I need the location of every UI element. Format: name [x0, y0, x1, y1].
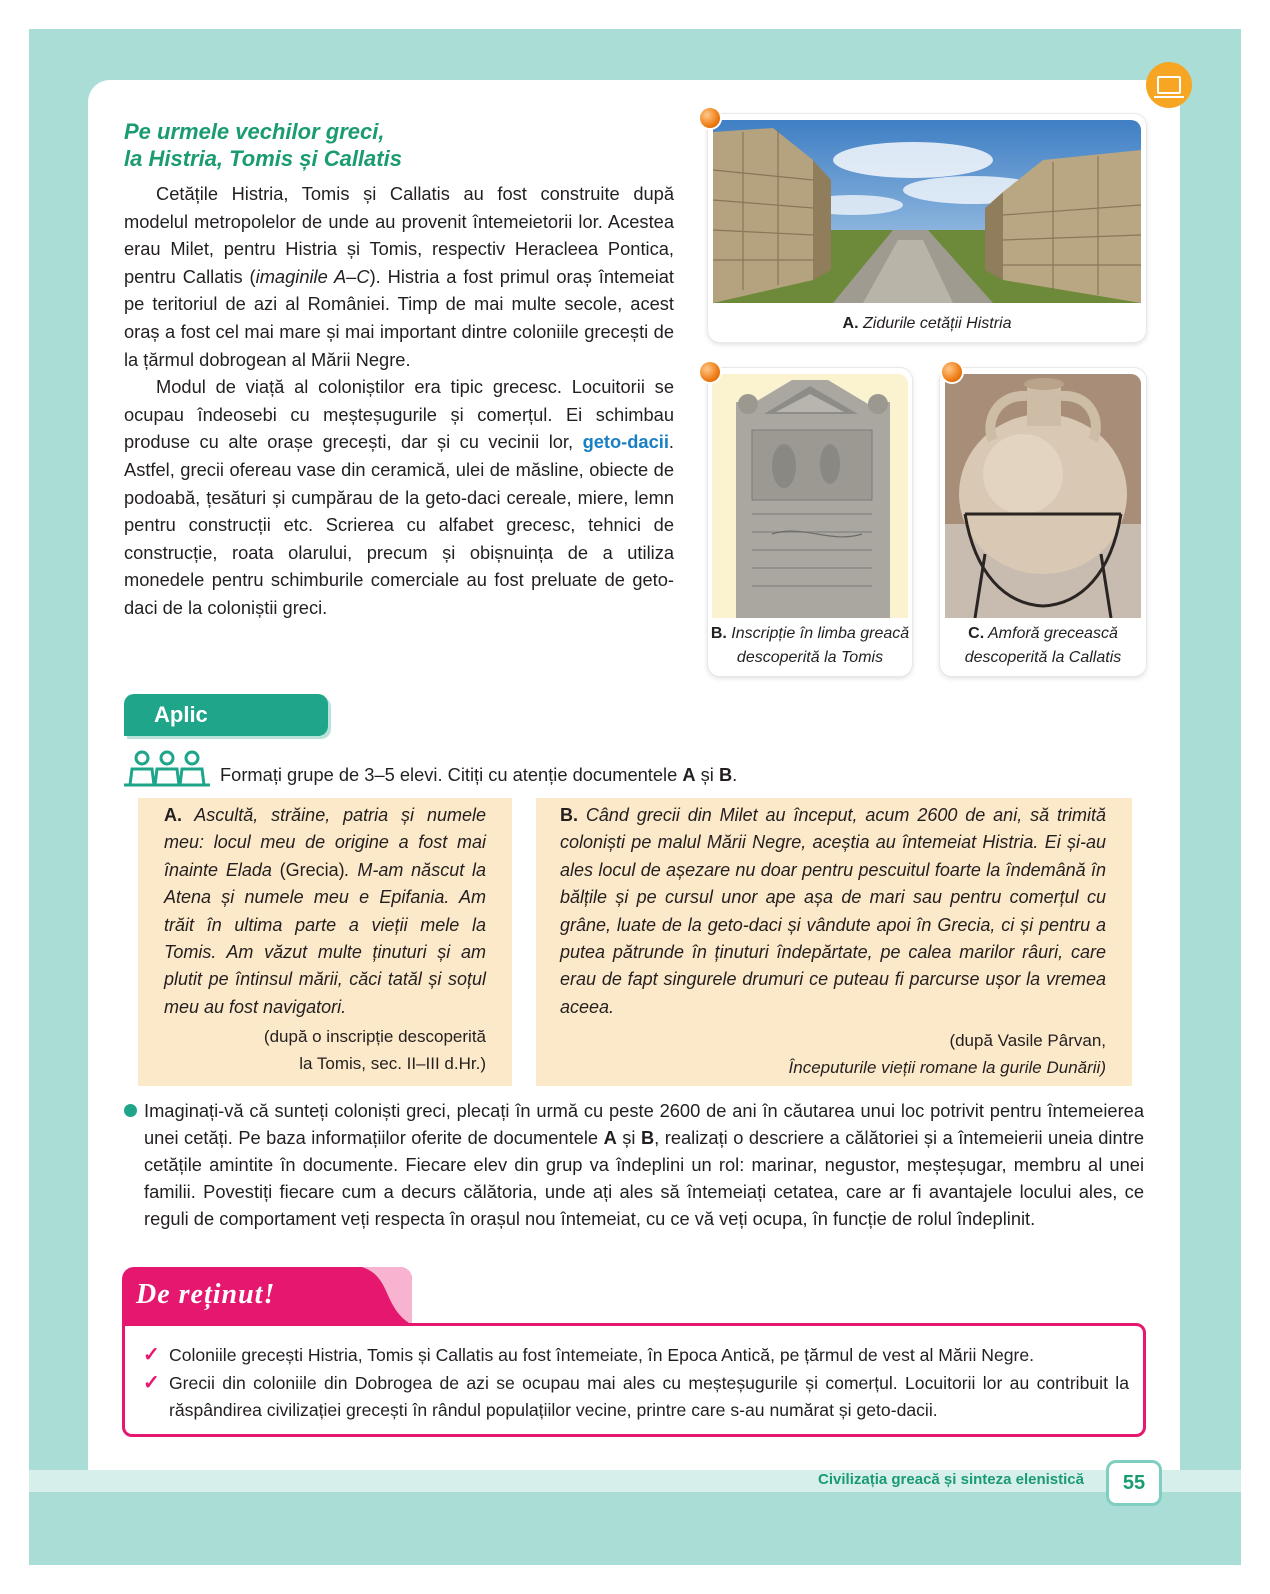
keyword-geto-dacii[interactable]: geto-dacii	[582, 431, 669, 453]
page-number: 55	[1106, 1460, 1162, 1506]
document-b-text	[560, 802, 1106, 1021]
figure-b-caption-line1: Inscripție în limba greacă	[731, 625, 910, 642]
bullet-marker	[124, 1104, 137, 1117]
document-b-source-line1: (după Vasile Pârvan,	[949, 1031, 1106, 1051]
figure-c-marker	[942, 362, 962, 382]
aplic-label-text: Aplic	[154, 702, 208, 727]
figure-a-caption-text: Zidurile cetății Histria	[862, 315, 1012, 332]
task-instruction	[220, 764, 737, 786]
document-b-text-body: Când grecii din Milet au început, acum 2600 de ani, să trimită coloniști pe malul Mării Negre, aceștia au întemeiat Histria. Ei și-au ales locul de așezare nu doar pentru pescuitul foarte la îndemână în bălțile și pe cursul unor ape așa de mari sau pentru comerțul cu grâne, luate de la geto-daci și vândute apoi în Grecia, ci și pentru a putea pătrunde în ținuturi îndepărtate, pe calea marilor râuri, care erau de fapt singurele drumuri ce puteau fi parcurse ușor la vremea aceea.	[560, 805, 1106, 1017]
document-a	[138, 798, 512, 1086]
document-a-letter: A.	[164, 805, 182, 825]
figure-b-letter: B.	[710, 625, 727, 642]
bullet-doc-a: A	[603, 1127, 617, 1148]
aplic-label	[124, 694, 328, 736]
task-text: Formați grupe de 3–5 elevi. Citiți cu atenție documentele	[220, 764, 683, 785]
bullet-doc-b: B	[640, 1127, 655, 1148]
figure-a-marker	[700, 108, 720, 128]
figure-c-caption	[940, 622, 1146, 670]
body-text	[124, 180, 674, 622]
figure-c	[940, 368, 1146, 676]
retinut-box	[122, 1323, 1146, 1437]
task-doc-b: B	[718, 764, 733, 785]
figure-a-letter: A.	[842, 315, 859, 332]
section-title-line1: Pe urmele vechilor greci,	[124, 119, 385, 144]
section-title-line2: la Histria, Tomis și Callatis	[124, 146, 402, 171]
section-title	[124, 118, 644, 172]
figure-c-caption-line1: Amforă grecească	[988, 625, 1118, 642]
document-a-text-part2: . M-am născut la Atena și numele meu e Epifania. Am trăit în ultima parte a vieții mele la Tomis. Am văzut multe ținuturi și am plutit pe întinsul mării, căci tatăl și soțul meu au fost navigatori.	[164, 859, 486, 1017]
bullet-text-end: , realizați o descriere a călătoriei și a întemeierii uneia dintre cetățile amintite în documente. Fiecare elev din grup va îndeplini un rol: marinar, negustor, meșteșugar, membru al unei familii. Povestiți fiecare cum a decurs călătoria, unde ați ales să întemeiați cetatea, care ar fi avantajele locului ales, ce reguli de comportament veți respecta în orașul nou întemeiat, cu ce vă veți ocupa, în funcție de rolul îndeplinit.	[144, 1127, 1144, 1229]
figure-c-letter: C.	[968, 625, 985, 642]
figure-b-caption	[708, 622, 912, 670]
task-end: .	[732, 764, 738, 785]
group-icon	[122, 749, 212, 787]
retinut-item-1: Coloniile grecești Histria, Tomis și Callatis au fost întemeiate, în Epoca Antică, pe țărmul de vest al Mării Negre.	[169, 1345, 1035, 1365]
figure-c-caption-line2: descoperită la Callatis	[964, 649, 1122, 666]
bullet-and: și	[616, 1127, 641, 1148]
figure-b	[708, 368, 912, 676]
paragraph-1-ref: imaginile A–C	[255, 265, 370, 287]
paragraph-2-text: Modul de viață al coloniștilor era tipic grecesc. Locuitorii se ocupau îndeosebi cu meșteșugurile și comerțul. Ei schimbau produse cu alte orașe grecești, dar și cu vecinii lor,	[124, 376, 674, 453]
footer-chapter: Civilizația greacă și sinteza elenistică	[818, 1471, 1084, 1488]
task-and: și	[695, 764, 719, 785]
task-doc-a: A	[682, 764, 696, 785]
retinut-tab	[122, 1267, 412, 1325]
document-a-source	[164, 1023, 486, 1077]
document-a-source-line1: (după o inscripție descoperită	[263, 1027, 486, 1047]
retinut-tab-decoration	[352, 1267, 412, 1325]
figure-b-marker	[700, 362, 720, 382]
figure-b-caption-line2: descoperită la Tomis	[736, 649, 884, 666]
document-a-plain: (Grecia)	[279, 859, 345, 880]
document-a-source-line2: la Tomis, sec. II–III d.Hr.)	[299, 1054, 486, 1074]
computer-icon	[1146, 62, 1192, 108]
figure-a	[708, 114, 1146, 342]
paragraph-2-text-end: . Astfel, grecii ofereau vase din ceramică, ulei de măsline, obiecte de podoabă, țesături și cumpărau de la geto-daci cereale, miere, lemn pentru construcții etc. Scrierea cu alfabet grecesc, tehnici de construcție, roata olarului, precum și obișnuința de a utiliza monedele pentru schimburile comerciale au fost preluate de geto-daci de la coloniștii greci.	[124, 431, 674, 618]
tomis-inscription-image	[712, 374, 908, 618]
document-a-text-part1: Ascultă, străine, patria și numele meu: locul meu de origine a fost mai înainte Elada	[164, 805, 486, 880]
check-icon: ✓	[143, 1344, 160, 1366]
document-b	[536, 798, 1132, 1086]
retinut-title: De reținut!	[136, 1279, 276, 1310]
document-b-letter: B.	[560, 805, 578, 825]
paragraph-1	[124, 180, 674, 373]
bullet-task	[144, 1097, 1144, 1232]
retinut-item-2: Grecii din coloniile din Dobrogea de azi se ocupau mai ales cu meșteșugurile și comerțul. Locuitorii lor au contribuit la răspândirea civilizației grecești în rândul populațiilor vecine, printre care s-au numărat și geto-dacii.	[169, 1373, 1129, 1420]
callatis-amphora-image	[945, 374, 1141, 618]
document-b-source	[560, 1027, 1106, 1081]
figure-a-caption	[708, 312, 1146, 336]
histria-walls-image	[713, 120, 1141, 303]
paragraph-1-text: Cetățile Histria, Tomis și Callatis au fost construite după modelul metropolelor de unde au provenit întemeietorii lor. Acestea erau Milet, pentru Histria și Tomis, respectiv Heracleea Pontica, pentru Callatis (	[124, 183, 674, 287]
document-a-text	[164, 802, 486, 1021]
document-b-source-line2: Începuturile vieții romane la gurile Dunării)	[788, 1058, 1106, 1078]
paragraph-1-text-end: ). Histria a fost primul oraș întemeiat pe teritoriul de azi al României. Timp de mai multe secole, acest oraș a fost cel mai mare și mai important dintre coloniile grecești de la țărmul dobrogean al Mării Negre.	[124, 265, 675, 370]
bullet-text: Imaginați-vă că sunteți coloniști greci, plecați în urmă cu peste 2600 de ani în căutarea unui loc potrivit pentru întemeierea unei cetăți. Pe baza informațiilor oferite de documentele	[144, 1100, 1144, 1148]
paragraph-2	[124, 373, 674, 621]
check-icon: ✓	[143, 1372, 160, 1394]
